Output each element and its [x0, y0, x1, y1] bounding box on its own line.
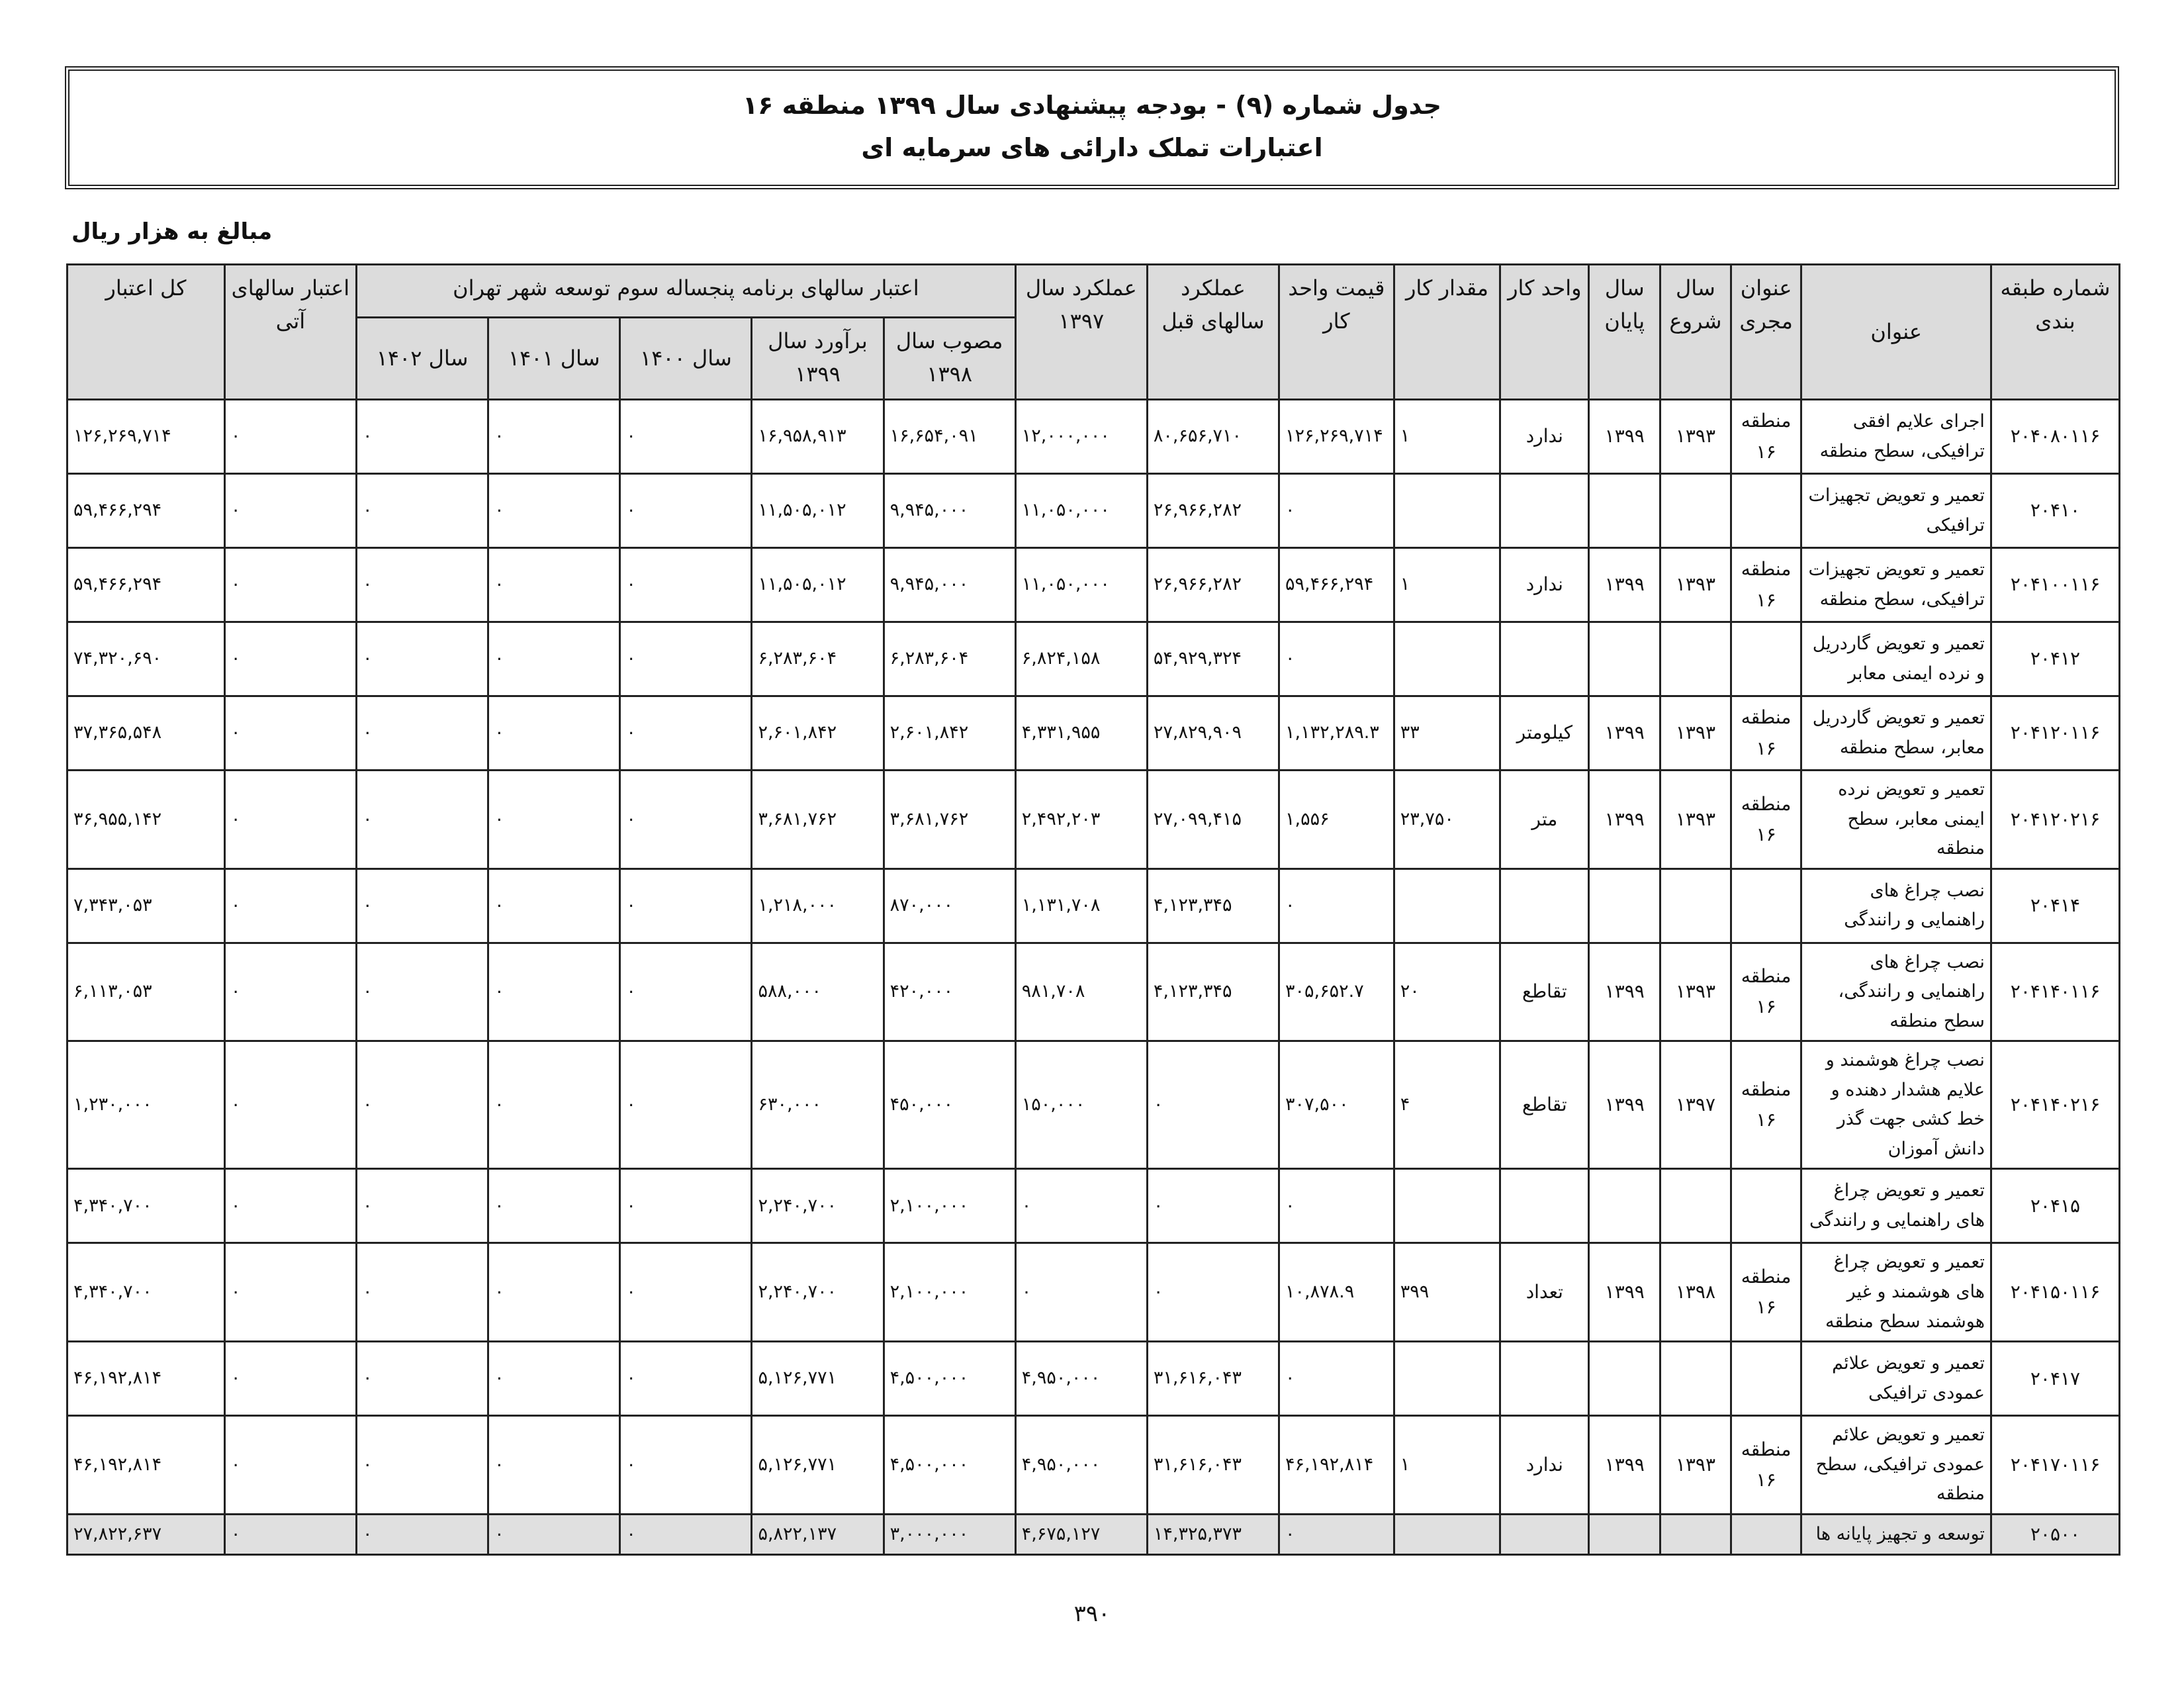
cell-y1401: ۰ — [488, 696, 620, 771]
header-code: شماره طبقه بندی — [1991, 265, 2119, 400]
cell-a98: ۴,۵۰۰,۰۰۰ — [884, 1342, 1015, 1416]
cell-executor: منطقه ۱۶ — [1731, 771, 1801, 869]
cell-price: ۰ — [1279, 1342, 1394, 1416]
cell-price: ۰ — [1279, 868, 1394, 943]
cell-code: ۲۰۴۱۴ — [1991, 868, 2119, 943]
cell-y1401: ۰ — [488, 1342, 620, 1416]
cell-start: ۱۳۹۳ — [1661, 696, 1731, 771]
cell-p97: ۴,۳۳۱,۹۵۵ — [1015, 696, 1147, 771]
cell-code: ۲۰۴۱۵۰۱۱۶ — [1991, 1243, 2119, 1342]
cell-a98: ۲,۱۰۰,۰۰۰ — [884, 1243, 1015, 1342]
cell-future: ۰ — [224, 696, 356, 771]
cell-unit: ندارد — [1500, 1416, 1589, 1515]
cell-qty — [1394, 474, 1500, 548]
title-box — [65, 66, 2119, 189]
header-year-1402: سال ۱۴۰۲ — [357, 318, 488, 400]
cell-e99: ۵,۸۲۲,۱۳۷ — [752, 1514, 884, 1554]
cell-end — [1589, 1169, 1661, 1243]
cell-prev: ۲۶,۹۶۶,۲۸۲ — [1147, 474, 1279, 548]
cell-prev: ۵۴,۹۲۹,۳۲۴ — [1147, 622, 1279, 696]
cell-e99: ۱۱,۵۰۵,۰۱۲ — [752, 474, 884, 548]
cell-code: ۲۰۴۱۰۰۱۱۶ — [1991, 548, 2119, 622]
cell-executor — [1731, 1342, 1801, 1416]
cell-total: ۴۶,۱۹۲,۸۱۴ — [68, 1416, 225, 1515]
table-row — [68, 943, 2120, 1041]
cell-a98: ۴,۵۰۰,۰۰۰ — [884, 1416, 1015, 1515]
cell-code: ۲۰۴۱۲۰۱۱۶ — [1991, 696, 2119, 771]
cell-executor: منطقه ۱۶ — [1731, 1041, 1801, 1169]
cell-y1400: ۰ — [620, 548, 752, 622]
cell-y1401: ۰ — [488, 474, 620, 548]
header-unit-price: قیمت واحد کار — [1279, 265, 1394, 400]
cell-total: ۶,۱۱۳,۰۵۳ — [68, 943, 225, 1041]
cell-price: ۱۲۶,۲۶۹,۷۱۴ — [1279, 400, 1394, 474]
table-body — [68, 400, 2120, 1555]
cell-future: ۰ — [224, 1041, 356, 1169]
cell-unit: تعداد — [1500, 1243, 1589, 1342]
cell-y1401: ۰ — [488, 1243, 620, 1342]
cell-unit: ندارد — [1500, 400, 1589, 474]
cell-future: ۰ — [224, 548, 356, 622]
cell-title: تعمیر و تعویض تجهیزات ترافیکی، سطح منطقه — [1801, 548, 1991, 622]
table-row — [68, 696, 2120, 771]
cell-executor — [1731, 622, 1801, 696]
cell-y1402: ۰ — [357, 1342, 488, 1416]
cell-qty — [1394, 1342, 1500, 1416]
cell-price: ۳۰۷,۵۰۰ — [1279, 1041, 1394, 1169]
cell-executor — [1731, 868, 1801, 943]
table-row — [68, 1243, 2120, 1342]
cell-y1400: ۰ — [620, 1416, 752, 1515]
cell-code: ۲۰۴۱۷ — [1991, 1342, 2119, 1416]
cell-y1401: ۰ — [488, 1416, 620, 1515]
page-title: جدول شماره (۹) - بودجه پیشنهادی سال ۱۳۹۹ منطقه ۱۶ — [742, 91, 1442, 120]
cell-executor: منطقه ۱۶ — [1731, 548, 1801, 622]
cell-y1402: ۰ — [357, 400, 488, 474]
table-row — [68, 1514, 2120, 1554]
cell-y1400: ۰ — [620, 1169, 752, 1243]
cell-end: ۱۳۹۹ — [1589, 943, 1661, 1041]
cell-price: ۰ — [1279, 622, 1394, 696]
cell-y1402: ۰ — [357, 548, 488, 622]
cell-code: ۲۰۴۱۲۰۲۱۶ — [1991, 771, 2119, 869]
cell-qty — [1394, 868, 1500, 943]
header-future: اعتبار سالهای آتی — [224, 265, 356, 400]
cell-qty — [1394, 1514, 1500, 1554]
cell-unit — [1500, 1169, 1589, 1243]
cell-end: ۱۳۹۹ — [1589, 1041, 1661, 1169]
cell-future: ۰ — [224, 1514, 356, 1554]
cell-e99: ۱۶,۹۵۸,۹۱۳ — [752, 400, 884, 474]
cell-title: تعمیر و تعویض گاردریل معابر، سطح منطقه — [1801, 696, 1991, 771]
cell-future: ۰ — [224, 868, 356, 943]
cell-qty — [1394, 1169, 1500, 1243]
cell-future: ۰ — [224, 1342, 356, 1416]
cell-qty: ۱ — [1394, 1416, 1500, 1515]
cell-qty — [1394, 622, 1500, 696]
cell-y1401: ۰ — [488, 548, 620, 622]
cell-end: ۱۳۹۹ — [1589, 1243, 1661, 1342]
cell-total: ۱۲۶,۲۶۹,۷۱۴ — [68, 400, 225, 474]
cell-total: ۴,۳۴۰,۷۰۰ — [68, 1243, 225, 1342]
cell-end: ۱۳۹۹ — [1589, 696, 1661, 771]
cell-prev: ۸۰,۶۵۶,۷۱۰ — [1147, 400, 1279, 474]
cell-a98: ۹,۹۴۵,۰۰۰ — [884, 548, 1015, 622]
cell-y1400: ۰ — [620, 868, 752, 943]
cell-price: ۱,۱۳۲,۲۸۹.۳ — [1279, 696, 1394, 771]
cell-start: ۱۳۹۳ — [1661, 548, 1731, 622]
cell-p97: ۲,۴۹۲,۲۰۳ — [1015, 771, 1147, 869]
cell-y1402: ۰ — [357, 622, 488, 696]
cell-unit — [1500, 622, 1589, 696]
header-estimate-1399: برآورد سال ۱۳۹۹ — [752, 318, 884, 400]
cell-y1402: ۰ — [357, 1514, 488, 1554]
header-performance-1397: عملکرد سال ۱۳۹۷ — [1015, 265, 1147, 400]
cell-prev: ۲۷,۸۲۹,۹۰۹ — [1147, 696, 1279, 771]
cell-start — [1661, 1342, 1731, 1416]
cell-title: اجرای علایم افقی ترافیکی، سطح منطقه — [1801, 400, 1991, 474]
cell-prev: ۰ — [1147, 1169, 1279, 1243]
cell-end — [1589, 1514, 1661, 1554]
cell-a98: ۴۲۰,۰۰۰ — [884, 943, 1015, 1041]
cell-executor — [1731, 1169, 1801, 1243]
cell-price: ۴۶,۱۹۲,۸۱۴ — [1279, 1416, 1394, 1515]
budget-table — [66, 263, 2120, 1556]
cell-total: ۵۹,۴۶۶,۲۹۴ — [68, 548, 225, 622]
cell-title: تعمیر و تعویض چراغ های راهنمایی و رانندگی — [1801, 1169, 1991, 1243]
cell-y1401: ۰ — [488, 622, 620, 696]
cell-title: تعمیر و تعویض علائم عمودی ترافیکی — [1801, 1342, 1991, 1416]
cell-unit: ندارد — [1500, 548, 1589, 622]
cell-p97: ۱۱,۰۵۰,۰۰۰ — [1015, 548, 1147, 622]
cell-qty: ۱ — [1394, 548, 1500, 622]
cell-end: ۱۳۹۹ — [1589, 548, 1661, 622]
cell-code: ۲۰۴۱۲ — [1991, 622, 2119, 696]
cell-price: ۰ — [1279, 474, 1394, 548]
cell-executor — [1731, 1514, 1801, 1554]
cell-y1402: ۰ — [357, 1243, 488, 1342]
table-row — [68, 548, 2120, 622]
cell-y1400: ۰ — [620, 1514, 752, 1554]
cell-future: ۰ — [224, 474, 356, 548]
cell-a98: ۲,۱۰۰,۰۰۰ — [884, 1169, 1015, 1243]
cell-e99: ۵,۱۲۶,۷۷۱ — [752, 1342, 884, 1416]
cell-executor: منطقه ۱۶ — [1731, 943, 1801, 1041]
cell-unit: تقاطع — [1500, 943, 1589, 1041]
cell-y1402: ۰ — [357, 943, 488, 1041]
cell-price: ۱۰,۸۷۸.۹ — [1279, 1243, 1394, 1342]
cell-executor: منطقه ۱۶ — [1731, 1416, 1801, 1515]
page-number: ۳۹۰ — [1073, 1601, 1111, 1627]
cell-title: تعمیر و تعویض گاردریل و نرده ایمنی معابر — [1801, 622, 1991, 696]
table-row — [68, 771, 2120, 869]
cell-y1400: ۰ — [620, 622, 752, 696]
cell-e99: ۵,۱۲۶,۷۷۱ — [752, 1416, 884, 1515]
header-program-group: اعتبار سالهای برنامه پنجساله سوم توسعه شهر تهران — [357, 265, 1016, 318]
cell-y1402: ۰ — [357, 1416, 488, 1515]
cell-unit: متر — [1500, 771, 1589, 869]
cell-price: ۰ — [1279, 1514, 1394, 1554]
cell-future: ۰ — [224, 1416, 356, 1515]
cell-end — [1589, 868, 1661, 943]
cell-title: تعمیر و تعویض تجهیزات ترافیکی — [1801, 474, 1991, 548]
cell-y1400: ۰ — [620, 1342, 752, 1416]
cell-executor: منطقه ۱۶ — [1731, 696, 1801, 771]
cell-qty: ۲۳,۷۵۰ — [1394, 771, 1500, 869]
cell-executor — [1731, 474, 1801, 548]
cell-total: ۴,۳۴۰,۷۰۰ — [68, 1169, 225, 1243]
cell-title: تعمیر و تعویض علائم عمودی ترافیکی، سطح منطقه — [1801, 1416, 1991, 1515]
cell-prev: ۰ — [1147, 1041, 1279, 1169]
cell-future: ۰ — [224, 1169, 356, 1243]
cell-e99: ۱۱,۵۰۵,۰۱۲ — [752, 548, 884, 622]
cell-a98: ۶,۲۸۳,۶۰۴ — [884, 622, 1015, 696]
header-year-1401: سال ۱۴۰۱ — [488, 318, 620, 400]
cell-title: تعمیر و تعویض چراغ های هوشمند و غیر هوشمند سطح منطقه — [1801, 1243, 1991, 1342]
cell-total: ۵۹,۴۶۶,۲۹۴ — [68, 474, 225, 548]
table-row — [68, 622, 2120, 696]
cell-y1400: ۰ — [620, 1041, 752, 1169]
header-executor: عنوان مجری — [1731, 265, 1801, 400]
cell-price: ۵۹,۴۶۶,۲۹۴ — [1279, 548, 1394, 622]
cell-qty: ۲۰ — [1394, 943, 1500, 1041]
header-approved-1398: مصوب سال ۱۳۹۸ — [884, 318, 1015, 400]
cell-title: نصب چراغ های راهنمایی و رانندگی — [1801, 868, 1991, 943]
cell-a98: ۱۶,۶۵۴,۰۹۱ — [884, 400, 1015, 474]
cell-unit — [1500, 474, 1589, 548]
cell-prev: ۴,۱۲۳,۳۴۵ — [1147, 943, 1279, 1041]
cell-prev: ۳۱,۶۱۶,۰۴۳ — [1147, 1342, 1279, 1416]
cell-total: ۲۷,۸۲۲,۶۳۷ — [68, 1514, 225, 1554]
header-unit: واحد کار — [1500, 265, 1589, 400]
cell-start — [1661, 622, 1731, 696]
cell-start: ۱۳۹۸ — [1661, 1243, 1731, 1342]
cell-end: ۱۳۹۹ — [1589, 771, 1661, 869]
cell-e99: ۲,۲۴۰,۷۰۰ — [752, 1243, 884, 1342]
cell-code: ۲۰۴۱۴۰۲۱۶ — [1991, 1041, 2119, 1169]
cell-p97: ۴,۹۵۰,۰۰۰ — [1015, 1342, 1147, 1416]
cell-qty: ۳۹۹ — [1394, 1243, 1500, 1342]
cell-e99: ۱,۲۱۸,۰۰۰ — [752, 868, 884, 943]
page-subtitle: اعتبارات تملک دارائی های سرمایه ای — [861, 133, 1323, 162]
cell-y1400: ۰ — [620, 1243, 752, 1342]
cell-start — [1661, 474, 1731, 548]
cell-p97: ۱۵۰,۰۰۰ — [1015, 1041, 1147, 1169]
cell-start: ۱۳۹۳ — [1661, 771, 1731, 869]
cell-p97: ۰ — [1015, 1243, 1147, 1342]
table-row — [68, 474, 2120, 548]
header-quantity: مقدار کار — [1394, 265, 1500, 400]
cell-future: ۰ — [224, 400, 356, 474]
cell-price: ۰ — [1279, 1169, 1394, 1243]
table-row — [68, 400, 2120, 474]
cell-qty: ۴ — [1394, 1041, 1500, 1169]
table-row — [68, 1416, 2120, 1515]
cell-prev: ۰ — [1147, 1243, 1279, 1342]
cell-p97: ۴,۶۷۵,۱۲۷ — [1015, 1514, 1147, 1554]
cell-total: ۴۶,۱۹۲,۸۱۴ — [68, 1342, 225, 1416]
header-total: کل اعتبار — [68, 265, 225, 400]
header-title: عنوان — [1801, 265, 1991, 400]
unit-note: مبالغ به هزار ریال — [71, 218, 273, 245]
cell-unit: تقاطع — [1500, 1041, 1589, 1169]
table-row — [68, 868, 2120, 943]
cell-price: ۱,۵۵۶ — [1279, 771, 1394, 869]
cell-p97: ۶,۸۲۴,۱۵۸ — [1015, 622, 1147, 696]
cell-unit — [1500, 868, 1589, 943]
cell-prev: ۴,۱۲۳,۳۴۵ — [1147, 868, 1279, 943]
cell-title: نصب چراغ هوشمند و علایم هشدار دهنده و خط کشی جهت گذر دانش آموزان — [1801, 1041, 1991, 1169]
cell-y1400: ۰ — [620, 771, 752, 869]
cell-total: ۷,۳۴۳,۰۵۳ — [68, 868, 225, 943]
cell-code: ۲۰۴۱۷۰۱۱۶ — [1991, 1416, 2119, 1515]
cell-total: ۱,۲۳۰,۰۰۰ — [68, 1041, 225, 1169]
cell-start — [1661, 1169, 1731, 1243]
cell-end — [1589, 1342, 1661, 1416]
cell-a98: ۴۵۰,۰۰۰ — [884, 1041, 1015, 1169]
cell-p97: ۱۱,۰۵۰,۰۰۰ — [1015, 474, 1147, 548]
cell-code: ۲۰۴۱۰ — [1991, 474, 2119, 548]
cell-e99: ۲,۲۴۰,۷۰۰ — [752, 1169, 884, 1243]
cell-total: ۳۷,۳۶۵,۵۴۸ — [68, 696, 225, 771]
table-row — [68, 1041, 2120, 1169]
cell-y1400: ۰ — [620, 400, 752, 474]
cell-a98: ۸۷۰,۰۰۰ — [884, 868, 1015, 943]
cell-e99: ۵۸۸,۰۰۰ — [752, 943, 884, 1041]
cell-future: ۰ — [224, 771, 356, 869]
header-end-year: سال پایان — [1589, 265, 1661, 400]
cell-e99: ۶۳۰,۰۰۰ — [752, 1041, 884, 1169]
cell-start: ۱۳۹۳ — [1661, 400, 1731, 474]
cell-y1400: ۰ — [620, 696, 752, 771]
cell-y1402: ۰ — [357, 696, 488, 771]
cell-p97: ۱,۱۳۱,۷۰۸ — [1015, 868, 1147, 943]
cell-future: ۰ — [224, 943, 356, 1041]
cell-e99: ۳,۶۸۱,۷۶۲ — [752, 771, 884, 869]
cell-end: ۱۳۹۹ — [1589, 400, 1661, 474]
table-row — [68, 1342, 2120, 1416]
cell-a98: ۹,۹۴۵,۰۰۰ — [884, 474, 1015, 548]
cell-title: تعمیر و تعویض نرده ایمنی معابر، سطح منطقه — [1801, 771, 1991, 869]
cell-total: ۳۶,۹۵۵,۱۴۲ — [68, 771, 225, 869]
cell-y1402: ۰ — [357, 1041, 488, 1169]
cell-code: ۲۰۴۰۸۰۱۱۶ — [1991, 400, 2119, 474]
cell-end — [1589, 622, 1661, 696]
header-prev-performance: عملکرد سالهای قبل — [1147, 265, 1279, 400]
cell-e99: ۶,۲۸۳,۶۰۴ — [752, 622, 884, 696]
cell-p97: ۱۲,۰۰۰,۰۰۰ — [1015, 400, 1147, 474]
cell-y1402: ۰ — [357, 1169, 488, 1243]
cell-qty: ۱ — [1394, 400, 1500, 474]
cell-prev: ۳۱,۶۱۶,۰۴۳ — [1147, 1416, 1279, 1515]
cell-y1401: ۰ — [488, 868, 620, 943]
cell-code: ۲۰۴۱۵ — [1991, 1169, 2119, 1243]
cell-a98: ۲,۶۰۱,۸۴۲ — [884, 696, 1015, 771]
cell-p97: ۰ — [1015, 1169, 1147, 1243]
cell-unit: کیلومتر — [1500, 696, 1589, 771]
cell-code: ۲۰۵۰۰ — [1991, 1514, 2119, 1554]
cell-p97: ۴,۹۵۰,۰۰۰ — [1015, 1416, 1147, 1515]
cell-start — [1661, 1514, 1731, 1554]
cell-price: ۳۰۵,۶۵۲.۷ — [1279, 943, 1394, 1041]
cell-unit — [1500, 1514, 1589, 1554]
cell-y1402: ۰ — [357, 868, 488, 943]
cell-code: ۲۰۴۱۴۰۱۱۶ — [1991, 943, 2119, 1041]
cell-future: ۰ — [224, 622, 356, 696]
cell-y1400: ۰ — [620, 474, 752, 548]
cell-y1401: ۰ — [488, 771, 620, 869]
cell-title: نصب چراغ های راهنمایی و رانندگی، سطح منطقه — [1801, 943, 1991, 1041]
table-row — [68, 1169, 2120, 1243]
cell-unit — [1500, 1342, 1589, 1416]
cell-prev: ۲۶,۹۶۶,۲۸۲ — [1147, 548, 1279, 622]
header-year-1400: سال ۱۴۰۰ — [620, 318, 752, 400]
cell-y1401: ۰ — [488, 1514, 620, 1554]
cell-start — [1661, 868, 1731, 943]
header-start-year: سال شروع — [1661, 265, 1731, 400]
cell-a98: ۳,۶۸۱,۷۶۲ — [884, 771, 1015, 869]
cell-executor: منطقه ۱۶ — [1731, 1243, 1801, 1342]
cell-end: ۱۳۹۹ — [1589, 1416, 1661, 1515]
cell-end — [1589, 474, 1661, 548]
cell-total: ۷۴,۳۲۰,۶۹۰ — [68, 622, 225, 696]
cell-title: توسعه و تجهیز پایانه ها — [1801, 1514, 1991, 1554]
cell-y1400: ۰ — [620, 943, 752, 1041]
cell-y1402: ۰ — [357, 771, 488, 869]
cell-future: ۰ — [224, 1243, 356, 1342]
cell-start: ۱۳۹۳ — [1661, 943, 1731, 1041]
cell-p97: ۹۸۱,۷۰۸ — [1015, 943, 1147, 1041]
cell-executor: منطقه ۱۶ — [1731, 400, 1801, 474]
cell-y1401: ۰ — [488, 943, 620, 1041]
cell-qty: ۳۳ — [1394, 696, 1500, 771]
cell-start: ۱۳۹۷ — [1661, 1041, 1731, 1169]
cell-y1401: ۰ — [488, 1169, 620, 1243]
cell-y1402: ۰ — [357, 474, 488, 548]
cell-y1401: ۰ — [488, 400, 620, 474]
cell-a98: ۳,۰۰۰,۰۰۰ — [884, 1514, 1015, 1554]
cell-e99: ۲,۶۰۱,۸۴۲ — [752, 696, 884, 771]
cell-y1401: ۰ — [488, 1041, 620, 1169]
cell-prev: ۲۷,۰۹۹,۴۱۵ — [1147, 771, 1279, 869]
cell-start: ۱۳۹۳ — [1661, 1416, 1731, 1515]
cell-prev: ۱۴,۳۲۵,۳۷۳ — [1147, 1514, 1279, 1554]
